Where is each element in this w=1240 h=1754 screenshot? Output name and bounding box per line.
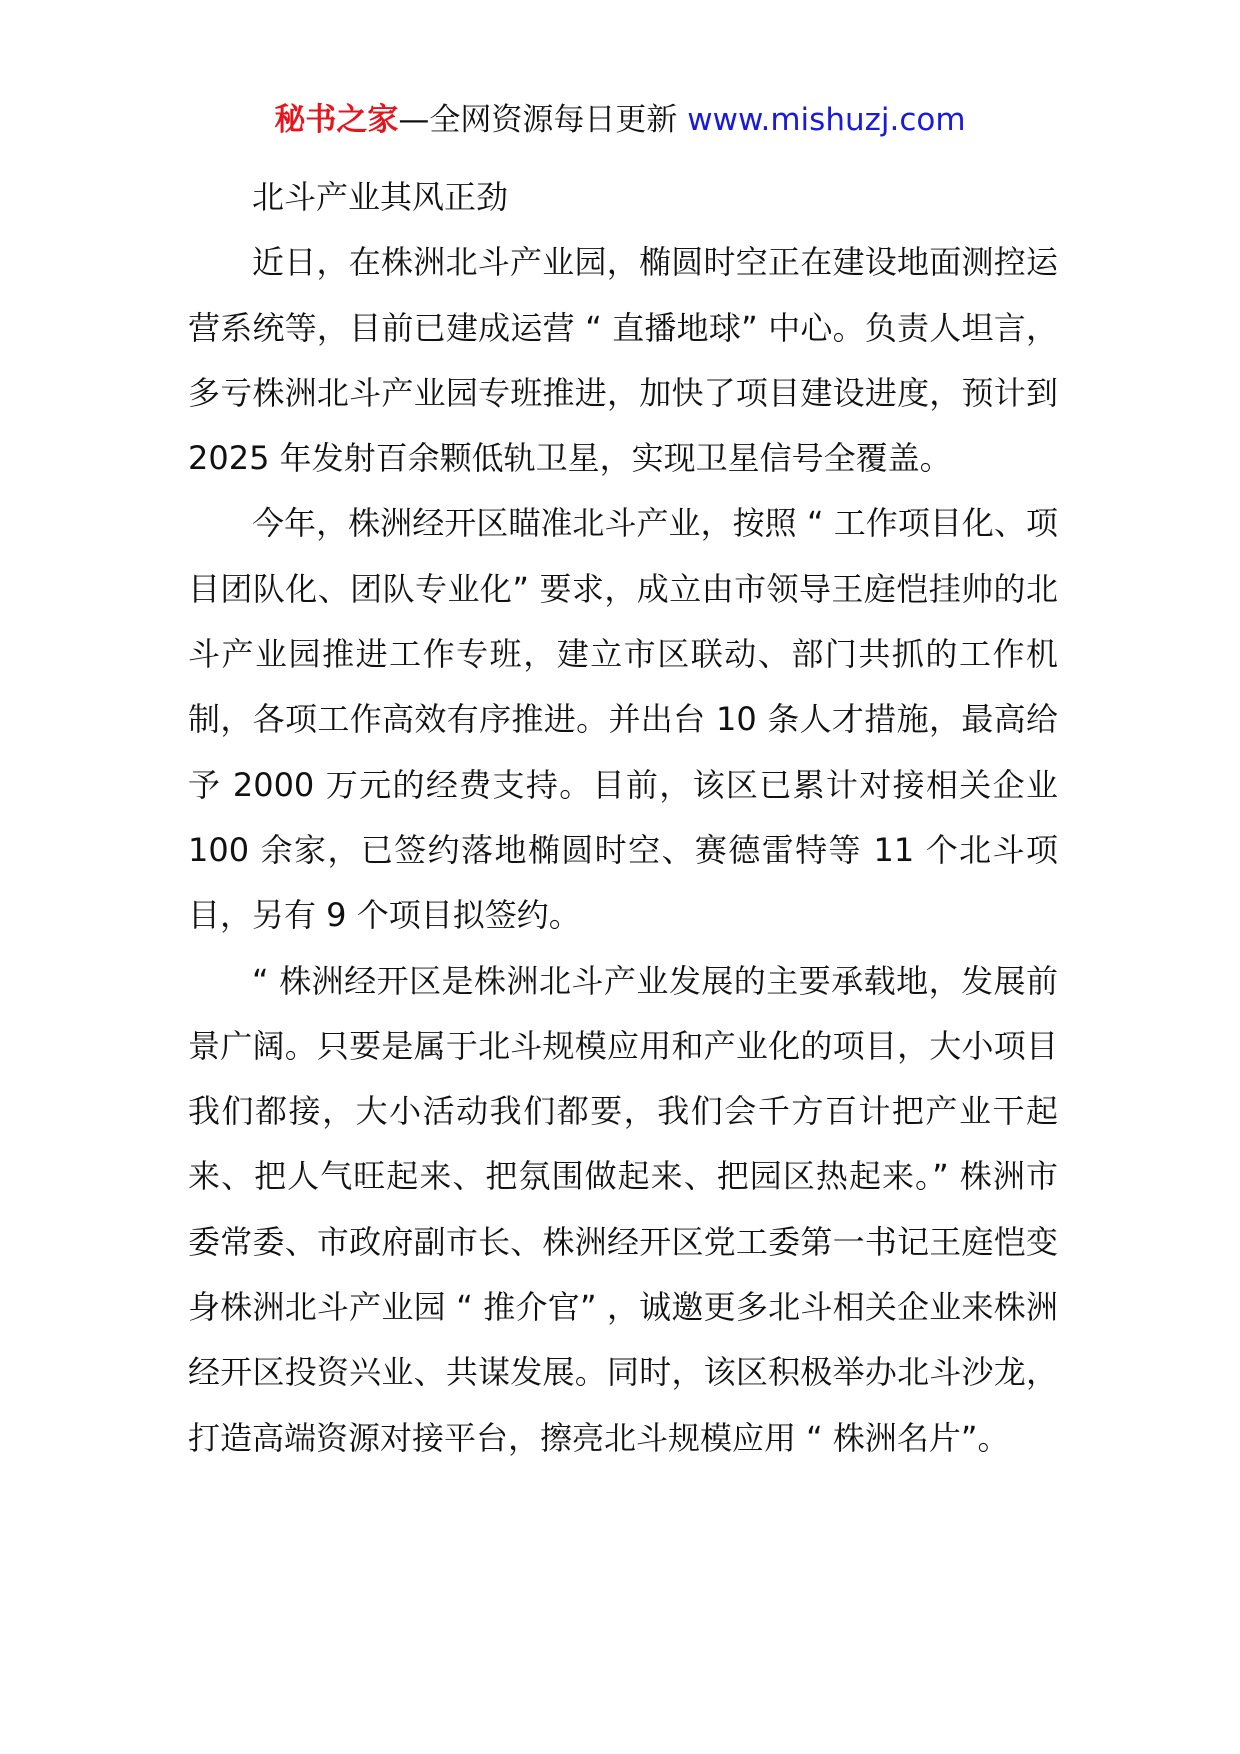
article-paragraph-2: 今年，株洲经开区瞄准北斗产业，按照 “ 工作项目化、项目团队化、团队专业化” 要求，成立由市领导王庭恺挂帅的北斗产业园推进工作专班，建立市区联动、部门共抓的工作机制，各项工作高效有序推进。并出台 10 条人才措施，最高给予 2000 万元的经费支持。目前，该区已累计对接相关企业 100 余家，已签约落地椭圆时空、赛德雷特等 11 个北斗项目，另有 9 个项目拟签约。 <box>188 504 1058 935</box>
site-url-link[interactable]: www.mishuzj.com <box>687 102 966 138</box>
article-title: 北斗产业其风正劲 <box>252 178 509 216</box>
site-slogan: —全网资源每日更新 <box>398 102 688 138</box>
article-body <box>188 165 1058 1471</box>
article-paragraph-3: “ 株洲经开区是株洲北斗产业发展的主要承载地，发展前景广阔。只要是属于北斗规模应用和产业化的项目，大小项目我们都接，大小活动我们都要，我们会千方百计把产业干起来、把人气旺起来、把氛围做起来、把园区热起来。” 株洲市委常委、市政府副市长、株洲经开区党工委第一书记王庭恺变身株洲北斗产业园 “ 推介官” ，诚邀更多北斗相关企业来株洲经开区投资兴业、共谋发展。同时，该区积极举办北斗沙龙，打造高端资源对接平台，擦亮北斗规模应用 “ 株洲名片”。 <box>188 961 1058 1457</box>
article-paragraph-1: 近日，在株洲北斗产业园，椭圆时空正在建设地面测控运营系统等，目前已建成运营 “ 直播地球” 中心。负责人坦言，多亏株洲北斗产业园专班推进，加快了项目建设进度，预计到 2025 年发射百余颗低轨卫星，实现卫星信号全覆盖。 <box>188 243 1058 478</box>
site-header <box>0 100 1240 140</box>
site-brand: 秘书之家 <box>274 102 399 138</box>
